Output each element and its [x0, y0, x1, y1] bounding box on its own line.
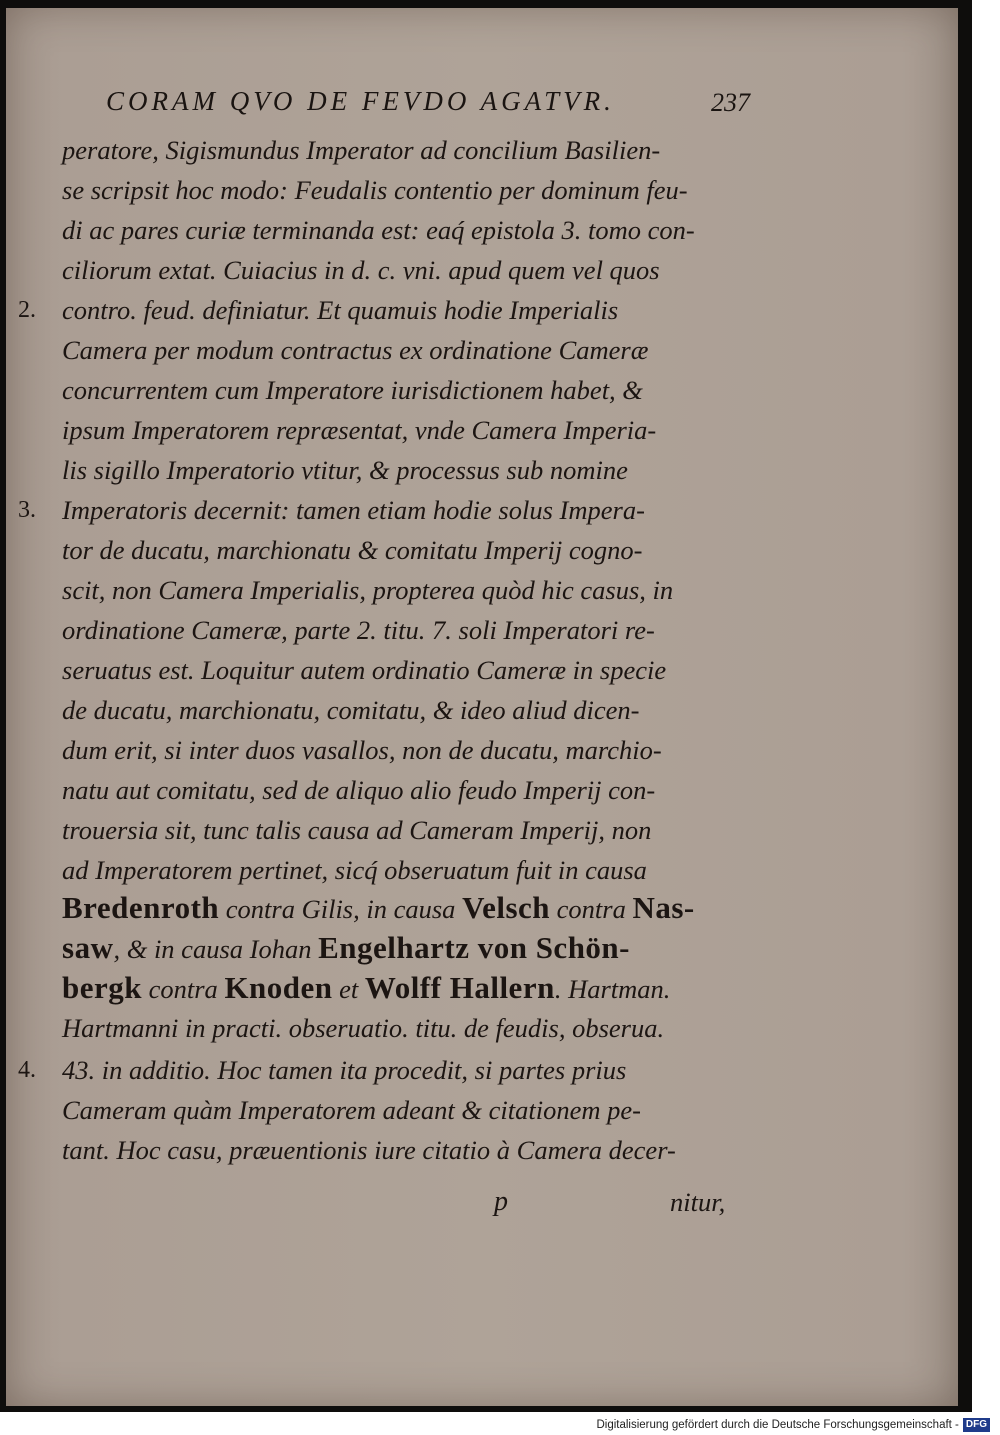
text-line: tant. Hoc casu, præuentionis iure citatio à Camera decer- — [62, 1135, 676, 1165]
footer-credit-text: Digitalisierung gefördert durch die Deutsche Forschungsgemeinschaft - — [596, 1419, 959, 1431]
text-line: trouersia sit, tunc talis causa ad Cameram Imperij, non — [62, 815, 652, 845]
signature-mark: p — [494, 1186, 508, 1217]
text-line: ipsum Imperatorem repræsentat, vnde Camera Imperia- — [62, 415, 657, 445]
text-line: de ducatu, marchionatu, comitatu, & ideo aliud dicen- — [62, 695, 640, 725]
blackletter-name: bergk — [62, 970, 142, 1005]
blackletter-name: Knoden — [224, 970, 333, 1005]
blackletter-name: Nas- — [632, 890, 695, 925]
margin-note: 2. — [18, 297, 36, 323]
text-line-mixed — [62, 890, 695, 927]
text-line: ordinatione Cameræ, parte 2. titu. 7. soli Imperatori re- — [62, 615, 655, 645]
blackletter-name: saw — [62, 930, 114, 965]
text-segment: contra — [142, 974, 225, 1004]
text-segment: contra Gilis, in causa — [219, 894, 463, 924]
text-line: ciliorum extat. Cuiacius in d. c. vni. apud quem vel quos — [62, 255, 660, 285]
text-line: di ac pares curiæ terminanda est: eaq́ epistola 3. tomo con- — [62, 215, 695, 245]
text-line: tor de ducatu, marchionatu & comitatu Imperij cogno- — [62, 535, 643, 565]
blackletter-name: Engelhartz von Schön- — [318, 930, 630, 965]
text-line-mixed — [62, 930, 630, 967]
text-line: Hartmanni in practi. obseruatio. titu. de feudis, obserua. — [62, 1013, 665, 1043]
text-line: lis sigillo Imperatorio vtitur, & processus sub nomine — [62, 455, 628, 485]
text-line: concurrentem cum Imperatore iurisdictionem habet, & — [62, 375, 643, 405]
running-head: CORAM QVO DE FEVDO AGATVR. — [106, 86, 615, 116]
text-line: contro. feud. definiatur. Et quamuis hodie Imperialis — [62, 295, 619, 325]
dfg-logo: DFG — [963, 1418, 990, 1432]
text-line: peratore, Sigismundus Imperator ad concilium Basilien- — [62, 135, 661, 165]
text-line: natu aut comitatu, sed de aliquo alio feudo Imperij con- — [62, 775, 656, 805]
blackletter-name: Bredenroth — [62, 890, 220, 925]
text-segment: . Hartman. — [554, 974, 671, 1004]
book-page — [6, 8, 958, 1406]
margin-note: 3. — [18, 497, 36, 523]
text-line: seruatus est. Loquitur autem ordinatio Cameræ in specie — [62, 655, 667, 685]
blackletter-name: Velsch — [462, 890, 551, 925]
text-segment: et — [332, 974, 365, 1004]
text-line: 43. in additio. Hoc tamen ita procedit, si partes prius — [62, 1055, 627, 1085]
margin-note: 4. — [18, 1057, 36, 1083]
text-segment: contra — [550, 894, 633, 924]
blackletter-name: Wolff Hallern — [364, 970, 555, 1005]
text-line: ad Imperatorem pertinet, sicq́ obseruatum fuit in causa — [62, 855, 647, 885]
text-line: Camera per modum contractus ex ordinatione Cameræ — [62, 335, 649, 365]
text-line: dum erit, si inter duos vasallos, non de ducatu, marchio- — [62, 735, 662, 765]
catchword: nitur, — [670, 1187, 726, 1217]
text-line: scit, non Camera Imperialis, propterea quòd hic casus, in — [62, 575, 674, 605]
text-line: se scripsit hoc modo: Feudalis contentio per dominum feu- — [62, 175, 688, 205]
page-number: 237 — [711, 88, 750, 117]
footer-credit — [560, 1417, 990, 1433]
text-segment: , & in causa Iohan — [113, 934, 319, 964]
text-line-mixed — [62, 970, 670, 1007]
text-block — [6, 8, 958, 1406]
text-line: Cameram quàm Imperatorem adeant & citationem pe- — [62, 1095, 641, 1125]
text-line: Imperatoris decernit: tamen etiam hodie solus Impera- — [62, 495, 645, 525]
